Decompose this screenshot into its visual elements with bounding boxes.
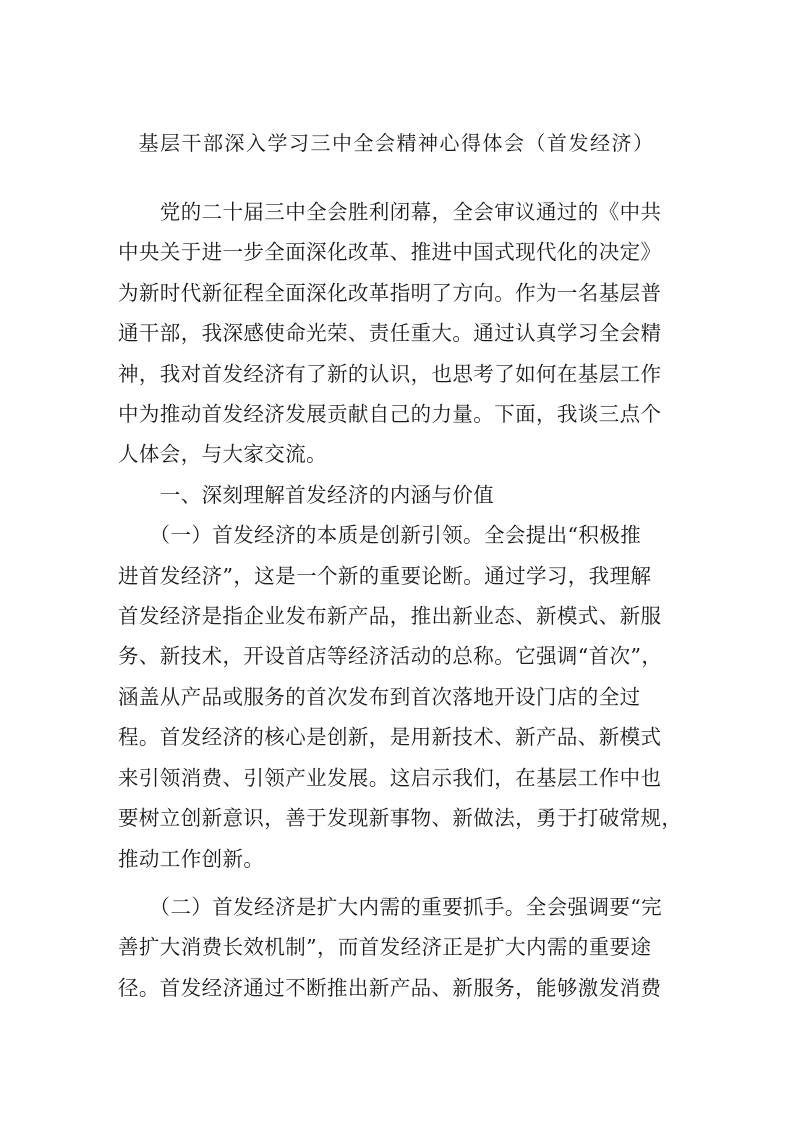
paragraph-line: 中为推动首发经济发展贡献自己的力量。下面，我谈三点个	[118, 402, 662, 427]
paragraph-line: 通干部，我深感使命光荣、责任重大。通过认真学习全会精	[118, 321, 662, 346]
paragraph-line: 中央关于进一步全面深化改革、推进中国式现代化的决定》	[118, 240, 662, 265]
paragraph-line: （一）首发经济的本质是创新引领。全会提出“积极推	[118, 523, 642, 548]
paragraph-line: 径。首发经济通过不断推出新产品、新服务，能够激发消费	[118, 975, 662, 1000]
paragraph-line: 进首发经济”，这是一个新的重要论断。通过学习，我理解	[118, 563, 652, 588]
paragraph-line: 推动工作创新。	[118, 846, 265, 871]
paragraph-line: 来引领消费、引领产业发展。这启示我们，在基层工作中也	[118, 765, 662, 790]
paragraph-line: 党的二十届三中全会胜利闭幕，全会审议通过的《中共	[118, 200, 662, 224]
paragraph-line: 善扩大消费长效机制”，而首发经济正是扩大内需的重要途	[118, 935, 652, 960]
paragraph-line: 人体会，与大家交流。	[118, 442, 327, 467]
paragraph-line: 为新时代新征程全面深化改革指明了方向。作为一名基层普	[118, 280, 662, 305]
paragraph-line: 程。首发经济的核心是创新，是用新技术、新产品、新模式	[118, 725, 662, 750]
paragraph-line: 涵盖从产品或服务的首次发布到首次落地开设门店的全过	[118, 684, 641, 709]
document-title: 基层干部深入学习三中全会精神心得体会（首发经济）	[138, 131, 655, 155]
paragraph-line: 首发经济是指企业发布新产品，推出新业态、新模式、新服	[118, 604, 662, 629]
section-heading: 一、深刻理解首发经济的内涵与价值	[118, 482, 495, 507]
paragraph-line: （二）首发经济是扩大内需的重要抓手。全会强调要“完	[118, 894, 663, 919]
paragraph-line: 务、新技术，开设首店等经济活动的总称。它强调“首次”，	[118, 644, 663, 669]
paragraph-line: 神，我对首发经济有了新的认识，也思考了如何在基层工作	[118, 361, 662, 386]
paragraph-line: 要树立创新意识，善于发现新事物、新做法，勇于打破常规，	[118, 806, 683, 831]
document-body	[118, 192, 683, 1008]
